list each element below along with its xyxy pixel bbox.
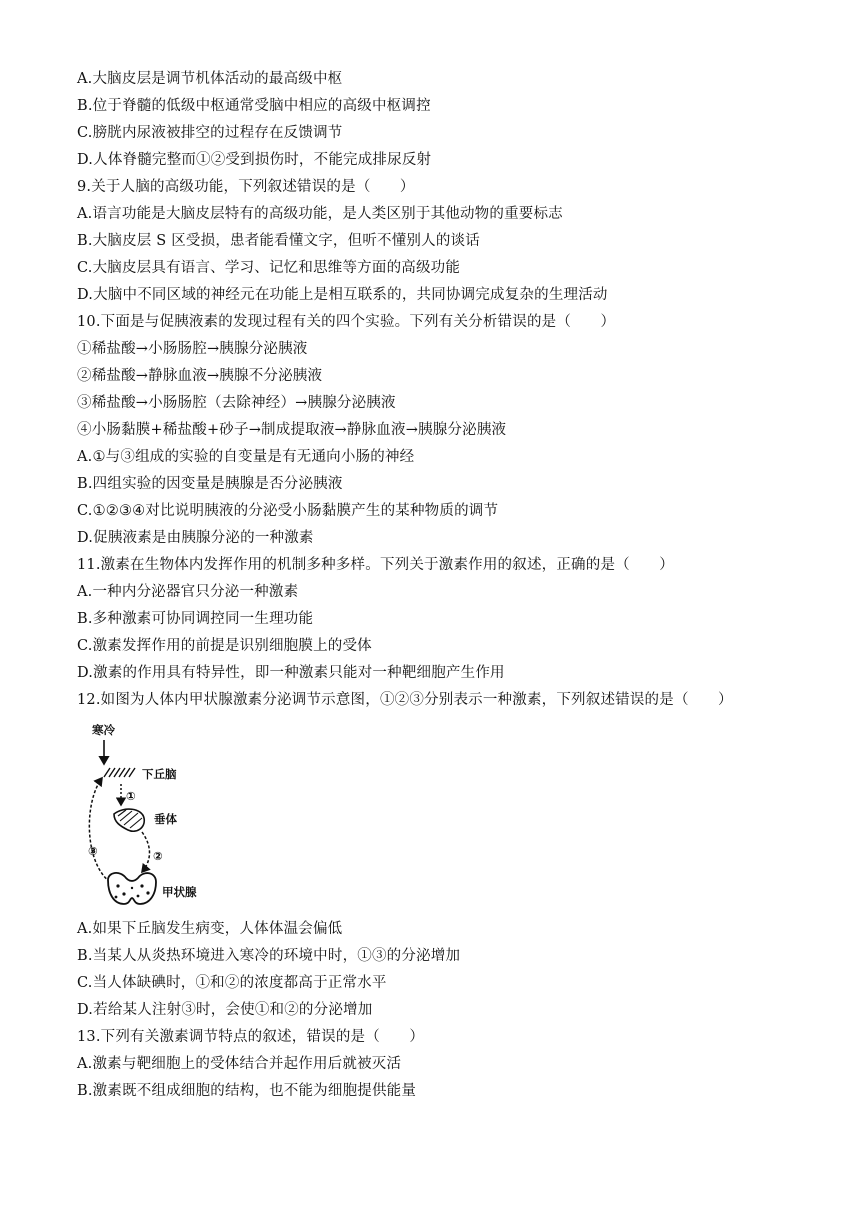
option-line: B.激素既不组成细胞的结构，也不能为细胞提供能量 (77, 1083, 417, 1099)
option-line: B.四组实验的因变量是胰腺是否分泌胰液 (77, 476, 343, 492)
cold-label: 寒冷 (92, 723, 115, 737)
pituitary-shape (114, 809, 144, 831)
option-line: C.激素发挥作用的前提是识别细胞膜上的受体 (77, 638, 372, 654)
option-line: A.一种内分泌器官只分泌一种激素 (77, 584, 299, 600)
hormone-3-arrow (89, 778, 110, 882)
thyroid-shape (108, 873, 156, 904)
option-line: B.当某人从炎热环境进入寒冷的环境中时，①③的分泌增加 (77, 948, 461, 964)
option-line: C.当人体缺碘时，①和②的浓度都高于正常水平 (77, 975, 387, 991)
option-line: B.多种激素可协同调控同一生理功能 (77, 611, 314, 627)
hormone-3-label: ③ (88, 844, 98, 858)
option-line: B.大脑皮层 S 区受损，患者能看懂文字，但听不懂别人的谈话 (77, 233, 480, 249)
question-11-stem: 11.激素在生物体内发挥作用的机制多种多样。下列关于激素作用的叙述，正确的是（ ） (77, 557, 674, 573)
option-line: D.大脑中不同区域的神经元在功能上是相互联系的，共同协调完成复杂的生理活动 (77, 287, 608, 303)
hypothalamus-label: 下丘脑 (142, 767, 177, 781)
option-line: C.①②③④对比说明胰液的分泌受小肠黏膜产生的某种物质的调节 (77, 503, 499, 519)
question-10-stem: 10.下面是与促胰液素的发现过程有关的四个实验。下列有关分析错误的是（ ） (77, 314, 616, 330)
pituitary-label: 垂体 (154, 812, 177, 826)
option-line: B.位于脊髓的低级中枢通常受脑中相应的高级中枢调控 (77, 98, 431, 114)
question-9-stem: 9.关于人脑的高级功能，下列叙述错误的是（ ） (77, 179, 415, 195)
question-13-stem: 13.下列有关激素调节特点的叙述，错误的是（ ） (77, 1029, 425, 1045)
option-line: D.促胰液素是由胰腺分泌的一种激素 (77, 530, 314, 546)
option-line: A.大脑皮层是调节机体活动的最高级中枢 (77, 71, 343, 87)
option-line: D.人体脊髓完整而①②受到损伤时，不能完成排尿反射 (77, 152, 432, 168)
thyroid-label: 甲状腺 (162, 885, 197, 899)
option-line: A.如果下丘脑发生病变，人体体温会偏低 (77, 921, 343, 937)
option-line: C.大脑皮层具有语言、学习、记忆和思维等方面的高级功能 (77, 260, 461, 276)
experiment-line: ④小肠黏膜+稀盐酸+砂子→制成提取液→静脉血液→胰腺分泌胰液 (77, 422, 507, 438)
experiment-line: ③稀盐酸→小肠肠腔（去除神经）→胰腺分泌胰液 (77, 395, 396, 411)
option-line: A.激素与靶细胞上的受体结合并起作用后就被灭活 (77, 1056, 402, 1072)
thyroid-regulation-diagram (80, 722, 230, 914)
option-line: D.若给某人注射③时，会使①和②的分泌增加 (77, 1002, 373, 1018)
hypothalamus-shape (102, 768, 135, 777)
option-line: C.膀胱内尿液被排空的过程存在反馈调节 (77, 125, 343, 141)
experiment-line: ②稀盐酸→静脉血液→胰腺不分泌胰液 (77, 368, 323, 384)
option-line: A.语言功能是大脑皮层特有的高级功能，是人类区别于其他动物的重要标志 (77, 206, 563, 222)
hormone-2-arrow (142, 832, 150, 872)
hormone-1-label: ① (126, 789, 136, 803)
option-line: A.①与③组成的实验的自变量是有无通向小肠的神经 (77, 449, 415, 465)
question-12-stem: 12.如图为人体内甲状腺激素分泌调节示意图，①②③分别表示一种激素，下列叙述错误的是（ ） (77, 692, 733, 708)
hormone-2-label: ② (153, 849, 163, 863)
option-line: D.激素的作用具有特异性，即一种激素只能对一种靶细胞产生作用 (77, 665, 505, 681)
experiment-line: ①稀盐酸→小肠肠腔→胰腺分泌胰液 (77, 341, 308, 357)
